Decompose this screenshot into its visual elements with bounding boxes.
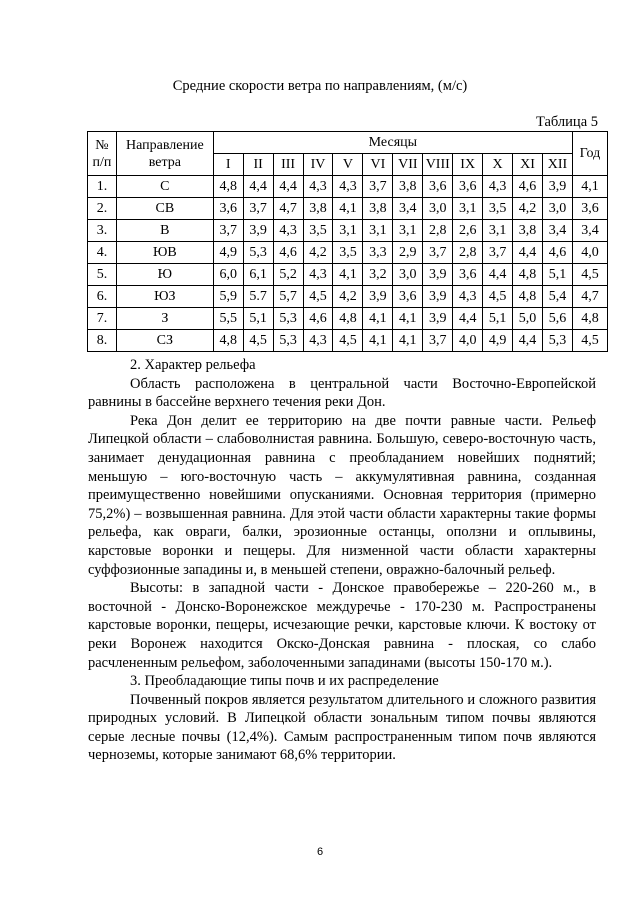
month-value-cell: 4,5 xyxy=(333,330,363,352)
table-caption: Средние скорости ветра по направлениям, (м/с) xyxy=(172,78,468,94)
month-value-cell: 4,8 xyxy=(513,286,543,308)
month-value-cell: 3,7 xyxy=(423,242,453,264)
month-value-cell: 4,2 xyxy=(333,286,363,308)
month-header-cell: XII xyxy=(543,154,573,176)
year-value-cell: 4,5 xyxy=(572,264,607,286)
direction-cell: СЗ xyxy=(116,330,213,352)
month-value-cell: 3,7 xyxy=(213,220,243,242)
table-label: Таблица 5 xyxy=(535,114,598,130)
month-header-cell: XI xyxy=(513,154,543,176)
month-header-cell: VII xyxy=(393,154,423,176)
month-value-cell: 4,4 xyxy=(453,308,483,330)
month-value-cell: 3,0 xyxy=(393,264,423,286)
direction-cell: В xyxy=(116,220,213,242)
table-row xyxy=(88,330,608,352)
month-value-cell: 4,9 xyxy=(483,330,513,352)
row-number-cell: 5. xyxy=(88,264,117,286)
month-value-cell: 3,5 xyxy=(483,198,513,220)
month-value-cell: 3,8 xyxy=(363,198,393,220)
month-value-cell: 3,6 xyxy=(453,264,483,286)
month-value-cell: 3,4 xyxy=(543,220,573,242)
month-value-cell: 3,9 xyxy=(363,286,393,308)
month-value-cell: 3,9 xyxy=(423,308,453,330)
month-value-cell: 4,4 xyxy=(513,242,543,264)
month-value-cell: 4,8 xyxy=(333,308,363,330)
month-value-cell: 5,3 xyxy=(243,242,273,264)
year-value-cell: 3,4 xyxy=(572,220,607,242)
month-value-cell: 3,8 xyxy=(513,220,543,242)
month-header-cell: V xyxy=(333,154,363,176)
month-value-cell: 4,1 xyxy=(393,330,423,352)
row-number-cell: 6. xyxy=(88,286,117,308)
month-value-cell: 3,6 xyxy=(423,176,453,198)
month-value-cell: 3,1 xyxy=(333,220,363,242)
month-value-cell: 6,0 xyxy=(213,264,243,286)
wind-speed-table xyxy=(87,131,608,352)
month-value-cell: 3,1 xyxy=(483,220,513,242)
month-value-cell: 4,3 xyxy=(333,176,363,198)
month-value-cell: 5,4 xyxy=(543,286,573,308)
month-value-cell: 2,8 xyxy=(453,242,483,264)
month-value-cell: 4,0 xyxy=(453,330,483,352)
month-header-cell: VIII xyxy=(423,154,453,176)
year-value-cell: 4,5 xyxy=(572,330,607,352)
row-number-cell: 3. xyxy=(88,220,117,242)
month-value-cell: 5,3 xyxy=(273,308,303,330)
month-value-cell: 3,4 xyxy=(393,198,423,220)
month-value-cell: 4,3 xyxy=(453,286,483,308)
month-value-cell: 3,9 xyxy=(243,220,273,242)
year-value-cell: 4,7 xyxy=(572,286,607,308)
year-value-cell: 4,1 xyxy=(572,176,607,198)
month-header-cell: III xyxy=(273,154,303,176)
month-value-cell: 4,3 xyxy=(303,264,333,286)
table-row xyxy=(88,176,608,198)
month-value-cell: 3,0 xyxy=(423,198,453,220)
paragraph: Высоты: в западной части - Донское правобережье – 220-260 м., в восточной - Донско-Воронежское междуречье - 170-230 м. Распространены карстовые воронки, пещеры, исчезающие речки, карстовые ключи. К востоку от реки Воронеж находится Окско-Донская равнина - плоская, со слабо расчлененным рельефом, заболоченными западинами (высоты 150-170 м.). xyxy=(88,580,596,671)
table-row xyxy=(88,286,608,308)
month-value-cell: 4,3 xyxy=(273,220,303,242)
month-value-cell: 3,9 xyxy=(543,176,573,198)
row-number-cell: 7. xyxy=(88,308,117,330)
month-value-cell: 4,6 xyxy=(273,242,303,264)
section-heading: 2. Характер рельефа xyxy=(130,357,256,373)
table-row xyxy=(88,308,608,330)
month-value-cell: 2,8 xyxy=(423,220,453,242)
month-value-cell: 3,5 xyxy=(333,242,363,264)
month-value-cell: 4,8 xyxy=(513,264,543,286)
table-row xyxy=(88,220,608,242)
month-value-cell: 4,1 xyxy=(363,330,393,352)
month-value-cell: 4,2 xyxy=(513,198,543,220)
month-value-cell: 4,4 xyxy=(273,176,303,198)
month-value-cell: 4,4 xyxy=(243,176,273,198)
month-value-cell: 3,7 xyxy=(243,198,273,220)
month-header-cell: I xyxy=(213,154,243,176)
month-value-cell: 3,9 xyxy=(423,286,453,308)
month-value-cell: 3,2 xyxy=(363,264,393,286)
month-value-cell: 6,1 xyxy=(243,264,273,286)
row-number-cell: 1. xyxy=(88,176,117,198)
month-value-cell: 3,7 xyxy=(363,176,393,198)
month-header-cell: X xyxy=(483,154,513,176)
month-value-cell: 4,1 xyxy=(333,198,363,220)
month-value-cell: 3,1 xyxy=(453,198,483,220)
month-value-cell: 5,6 xyxy=(543,308,573,330)
month-value-cell: 2,6 xyxy=(453,220,483,242)
year-value-cell: 4,8 xyxy=(572,308,607,330)
year-value-cell: 3,6 xyxy=(572,198,607,220)
month-value-cell: 5,0 xyxy=(513,308,543,330)
month-value-cell: 3,5 xyxy=(303,220,333,242)
month-value-cell: 5,3 xyxy=(543,330,573,352)
month-value-cell: 5,2 xyxy=(273,264,303,286)
month-value-cell: 4,5 xyxy=(483,286,513,308)
direction-cell: ЮВ xyxy=(116,242,213,264)
direction-cell: З xyxy=(116,308,213,330)
month-value-cell: 5,7 xyxy=(273,286,303,308)
month-value-cell: 4,3 xyxy=(303,176,333,198)
section-heading: 3. Преобладающие типы почв и их распределение xyxy=(130,673,439,690)
month-value-cell: 4,1 xyxy=(363,308,393,330)
table-row xyxy=(88,242,608,264)
month-value-cell: 3,1 xyxy=(363,220,393,242)
month-value-cell: 5,1 xyxy=(543,264,573,286)
month-value-cell: 4,8 xyxy=(213,176,243,198)
month-value-cell: 2,9 xyxy=(393,242,423,264)
row-number-cell: 8. xyxy=(88,330,117,352)
month-value-cell: 3,1 xyxy=(393,220,423,242)
month-value-cell: 3,7 xyxy=(423,330,453,352)
month-header-cell: II xyxy=(243,154,273,176)
header-direction: Направление ветра xyxy=(116,132,213,176)
month-value-cell: 4,6 xyxy=(513,176,543,198)
body-text xyxy=(88,356,596,765)
month-header-cell: IX xyxy=(453,154,483,176)
month-value-cell: 4,4 xyxy=(483,264,513,286)
direction-cell: СВ xyxy=(116,198,213,220)
month-value-cell: 4,5 xyxy=(243,330,273,352)
header-number: № п/п xyxy=(88,132,117,176)
month-value-cell: 4,1 xyxy=(333,264,363,286)
month-value-cell: 3,3 xyxy=(363,242,393,264)
month-value-cell: 4,6 xyxy=(543,242,573,264)
header-months: Месяцы xyxy=(213,132,572,154)
row-number-cell: 2. xyxy=(88,198,117,220)
month-value-cell: 4,3 xyxy=(303,330,333,352)
page-number: 6 xyxy=(316,846,324,858)
month-value-cell: 5,3 xyxy=(273,330,303,352)
paragraph: Область расположена в центральной части Восточно-Европейской равнины в бассейне верхнего течения реки Дон. xyxy=(88,375,596,411)
month-value-cell: 5,1 xyxy=(483,308,513,330)
month-value-cell: 5.7 xyxy=(243,286,273,308)
month-value-cell: 4,8 xyxy=(213,330,243,352)
month-value-cell: 3,6 xyxy=(213,198,243,220)
month-value-cell: 3,8 xyxy=(393,176,423,198)
paragraph: Река Дон делит ее территорию на две почти равные части. Рельеф Липецкой области – слабоволнистая равнина. Большую, северо-восточную часть, занимает денудационная равнина с преобладанием новейших поднятий; меньшую – юго-восточную часть – аккумулятивная равнина, созданная преимущественно новейшими опусканиями. Основная территория (примерно 75,2%) – возвышенная равнина. Для этой части области характерны такие формы рельефа, как овраги, балки, эрозионные останцы, оползни и оплывины, карстовые воронки и пещеры. Для низменной части области характерны суффозионные западины и, в меньшей степени, овражно-балочный рельеф. xyxy=(88,412,596,578)
table-row xyxy=(88,198,608,220)
month-value-cell: 4,7 xyxy=(273,198,303,220)
month-header-cell: VI xyxy=(363,154,393,176)
month-value-cell: 5,5 xyxy=(213,308,243,330)
month-value-cell: 3,0 xyxy=(543,198,573,220)
table-row xyxy=(88,264,608,286)
month-value-cell: 3,7 xyxy=(483,242,513,264)
month-value-cell: 4,4 xyxy=(513,330,543,352)
row-number-cell: 4. xyxy=(88,242,117,264)
paragraph: Почвенный покров является результатом длительного и сложного развития природных условий. В Липецкой области зональным типом почвы являются серые лесные почвы (12,4%). Самым распространенным типом почв являются черноземы, которые занимают 68,6% территории. xyxy=(88,691,596,764)
year-value-cell: 4,0 xyxy=(572,242,607,264)
table-body xyxy=(88,176,608,352)
header-year: Год xyxy=(572,132,607,176)
month-value-cell: 4,3 xyxy=(483,176,513,198)
month-value-cell: 3,6 xyxy=(453,176,483,198)
month-value-cell: 4,5 xyxy=(303,286,333,308)
direction-cell: С xyxy=(116,176,213,198)
month-value-cell: 4,9 xyxy=(213,242,243,264)
month-value-cell: 5,9 xyxy=(213,286,243,308)
month-value-cell: 4,1 xyxy=(393,308,423,330)
month-value-cell: 3,6 xyxy=(393,286,423,308)
month-value-cell: 4,6 xyxy=(303,308,333,330)
direction-cell: ЮЗ xyxy=(116,286,213,308)
month-value-cell: 3,8 xyxy=(303,198,333,220)
direction-cell: Ю xyxy=(116,264,213,286)
month-value-cell: 4,2 xyxy=(303,242,333,264)
month-value-cell: 3,9 xyxy=(423,264,453,286)
month-value-cell: 5,1 xyxy=(243,308,273,330)
month-header-cell: IV xyxy=(303,154,333,176)
